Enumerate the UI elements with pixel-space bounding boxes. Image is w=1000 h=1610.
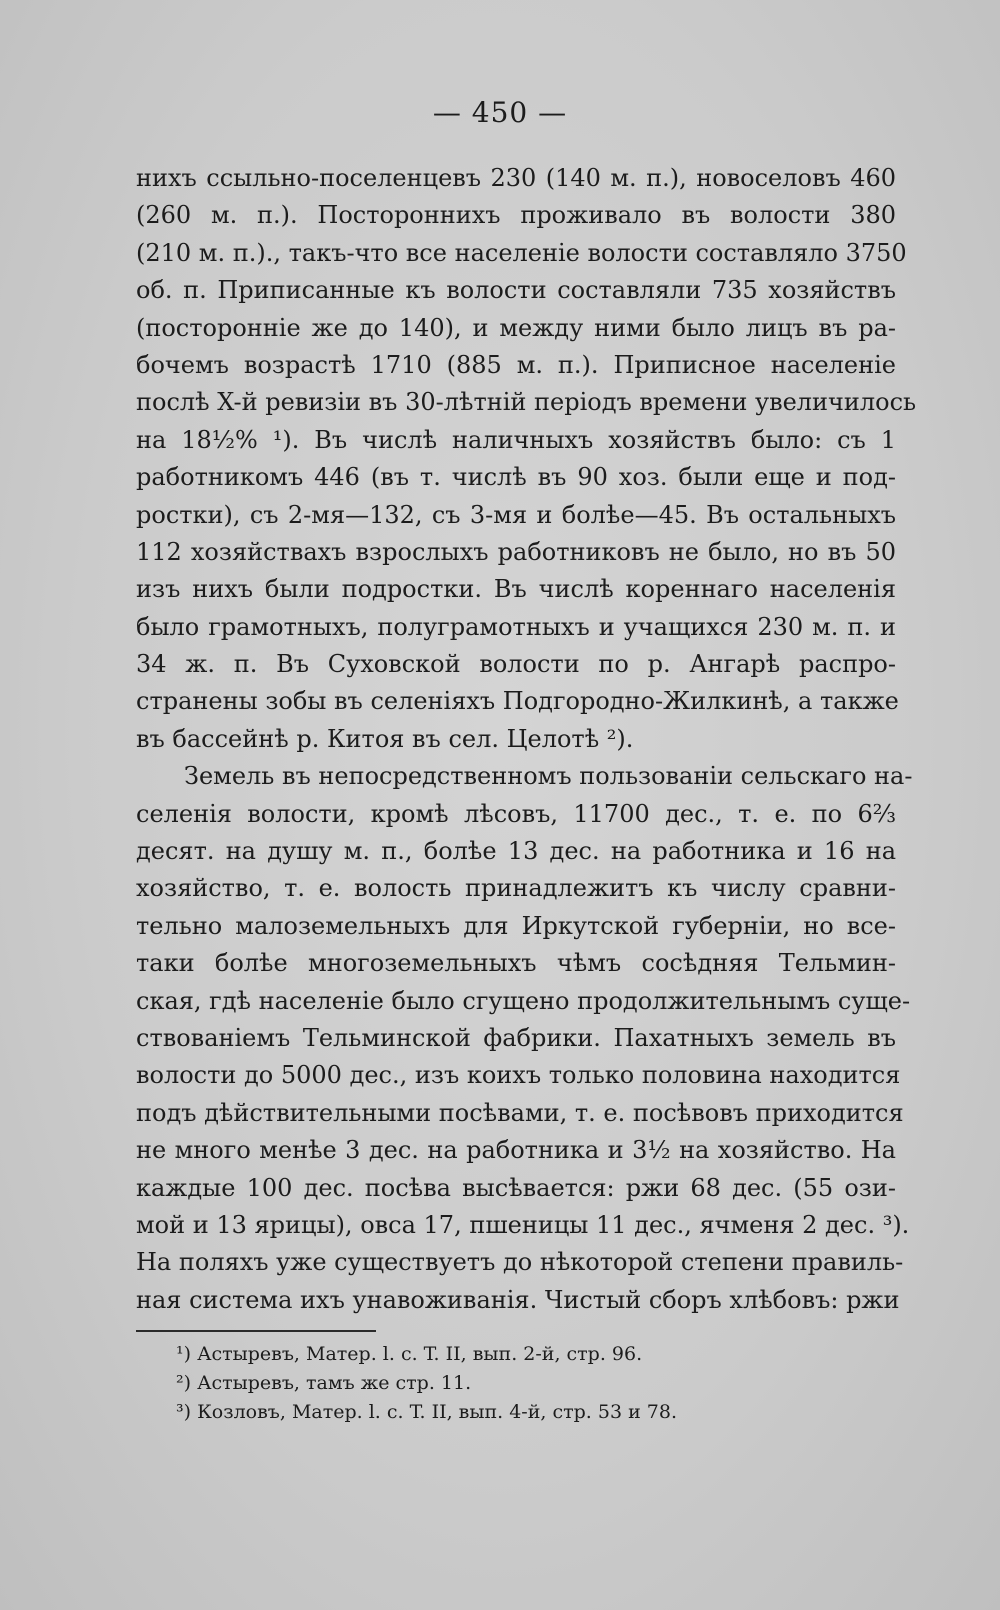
text-line: подъ дѣйствительными посѣвами, т. е. посѣвовъ приходится — [136, 1098, 904, 1127]
footnote: ²) Астыревъ, тамъ же стр. 11. — [176, 1372, 472, 1394]
text-line: об. п. Приписанные къ волости составляли 735 хозяйствъ — [136, 276, 896, 305]
text-line: (260 м. п.). Постороннихъ проживало въ волости 380 — [136, 201, 896, 230]
footnote: ³) Козловъ, Матер. l. c. T. II, вып. 4-й, стр. 53 и 78. — [176, 1401, 677, 1423]
text-line: таки болѣе многоземельныхъ чѣмъ сосѣдняя Тельмин- — [136, 949, 896, 978]
text-line: мой и 13 ярицы), овса 17, пшеницы 11 дес., ячменя 2 дес. ³). — [136, 1210, 910, 1239]
text-line: было грамотныхъ, полуграмотныхъ и учащихся 230 м. п. и — [136, 612, 896, 641]
text-line: не много менѣе 3 дес. на работника и 3½ на хозяйство. На — [136, 1136, 896, 1165]
text-line: (посторонніе же до 140), и между ними было лицъ въ ра- — [136, 313, 896, 342]
text-line: ная система ихъ унавоживанія. Чистый сборъ хлѣбовъ: ржи — [136, 1285, 900, 1314]
footnotes — [176, 1340, 876, 1427]
text-line: тельно малоземельныхъ для Иркутской губерніи, но все- — [136, 911, 896, 940]
text-line: ская, гдѣ населеніе было сгущено продолжительнымъ суще- — [136, 986, 911, 1015]
text-line: волости до 5000 дес., изъ коихъ только половина находится — [136, 1061, 901, 1090]
paragraph-start-line: Земель въ непосредственномъ пользованіи сельскаго на- — [184, 762, 913, 791]
text-line: хозяйство, т. е. волость принадлежитъ къ числу сравни- — [136, 874, 896, 903]
text-line: (210 м. п.)., такъ-что все населеніе волости составляло 3750 — [136, 238, 907, 267]
text-line: каждые 100 дес. посѣва высѣвается: ржи 68 дес. (55 ози- — [136, 1173, 896, 1202]
text-line: нихъ ссыльно-поселенцевъ 230 (140 м. п.), новоселовъ 460 — [136, 164, 896, 192]
text-line: странены зобы въ селеніяхъ Подгородно-Жилкинѣ, а также — [136, 687, 899, 716]
text-line: ствованіемъ Тельминской фабрики. Пахатныхъ земель въ — [136, 1023, 896, 1052]
page-number: — 450 — — [432, 96, 568, 129]
body-text — [136, 160, 917, 1319]
text-line: На поляхъ уже существуетъ до нѣкоторой степени правиль- — [136, 1248, 904, 1277]
text-line: въ бассейнѣ р. Китоя въ сел. Целотѣ ²). — [136, 724, 634, 753]
text-line: на 18½% ¹). Въ числѣ наличныхъ хозяйствъ было: съ 1 — [136, 425, 896, 454]
footnote-divider — [136, 1330, 376, 1332]
text-line: 34 ж. п. Въ Суховской волости по р. Ангарѣ распро- — [136, 650, 896, 679]
text-line: 112 хозяйствахъ взрослыхъ работниковъ не было, но въ 50 — [136, 537, 896, 566]
text-line: ростки), съ 2-мя—132, съ 3-мя и болѣе—45. Въ остальныхъ — [136, 500, 896, 529]
text-line: бочемъ возрастѣ 1710 (885 м. п.). Приписное населеніе — [136, 350, 896, 379]
text-line: десят. на душу м. п., болѣе 13 дес. на работника и 16 на — [136, 837, 896, 866]
text-line: изъ нихъ были подростки. Въ числѣ кореннаго населенія — [136, 575, 896, 604]
footnote: ¹) Астыревъ, Матер. l. c. T. II, вып. 2-й, стр. 96. — [176, 1343, 643, 1365]
text-line: послѣ X-й ревизіи въ 30-лѣтній періодъ времени увеличилось — [136, 388, 917, 417]
text-line: селенія волости, кромѣ лѣсовъ, 11700 дес., т. е. по 6⅔ — [136, 799, 896, 828]
text-line: работникомъ 446 (въ т. числѣ въ 90 хоз. были еще и под- — [136, 463, 896, 492]
